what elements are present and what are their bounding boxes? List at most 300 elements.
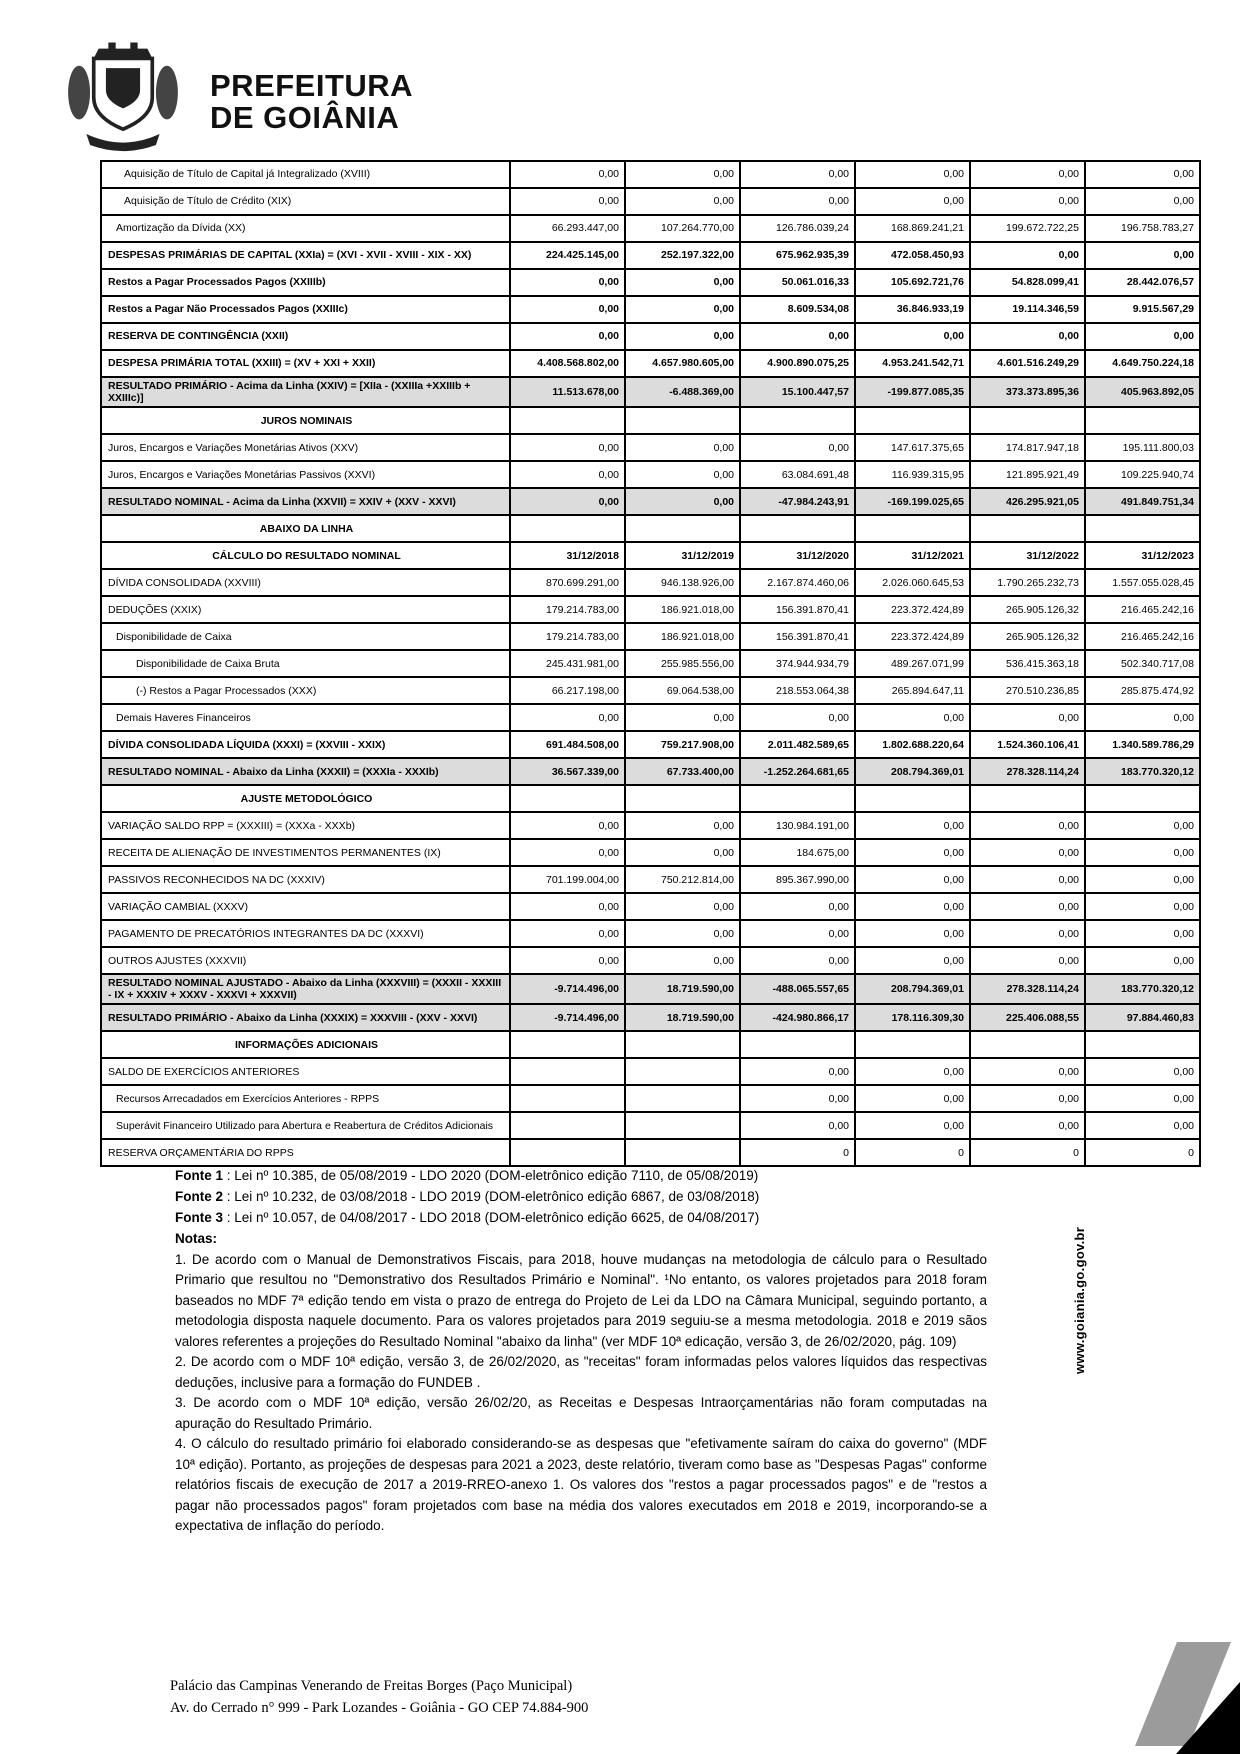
row-value: 278.328.114,24 xyxy=(970,758,1085,785)
row-value: 11.513.678,00 xyxy=(510,377,625,407)
row-value: 184.675,00 xyxy=(740,839,855,866)
row-value: 0,00 xyxy=(855,893,970,920)
row-label: PASSIVOS RECONHECIDOS NA DC (XXXIV) xyxy=(101,866,510,893)
row-label: CÁLCULO DO RESULTADO NOMINAL xyxy=(101,542,510,569)
row-value: -9.714.496,00 xyxy=(510,974,625,1004)
row-value xyxy=(970,1031,1085,1058)
row-value xyxy=(855,785,970,812)
row-label: (-) Restos a Pagar Processados (XXX) xyxy=(101,677,510,704)
row-label: AJUSTE METODOLÓGICO xyxy=(101,785,510,812)
row-label: RESULTADO PRIMÁRIO - Acima da Linha (XXIV) = [XIIa - (XXIIIa +XXIIIb + XXIIIc)] xyxy=(101,377,510,407)
table-row xyxy=(101,350,1200,377)
row-value: 0,00 xyxy=(970,947,1085,974)
row-value: 196.758.783,27 xyxy=(1085,215,1200,242)
row-value: 750.212.814,00 xyxy=(625,866,740,893)
row-value: 54.828.099,41 xyxy=(970,269,1085,296)
row-value: 1.340.589.786,29 xyxy=(1085,731,1200,758)
row-value xyxy=(970,785,1085,812)
row-value: 0,00 xyxy=(1085,1058,1200,1085)
row-value: 489.267.071,99 xyxy=(855,650,970,677)
row-label: Juros, Encargos e Variações Monetárias Ativos (XXV) xyxy=(101,434,510,461)
row-value: 759.217.908,00 xyxy=(625,731,740,758)
row-value: -6.488.369,00 xyxy=(625,377,740,407)
row-value: 265.905.126,32 xyxy=(970,623,1085,650)
row-value: 252.197.322,00 xyxy=(625,242,740,269)
row-value: -199.877.085,35 xyxy=(855,377,970,407)
row-value: 0,00 xyxy=(855,323,970,350)
row-value: 36.567.339,00 xyxy=(510,758,625,785)
row-value: 0,00 xyxy=(625,488,740,515)
row-value: 0,00 xyxy=(625,920,740,947)
row-value: 0,00 xyxy=(1085,866,1200,893)
row-label: PAGAMENTO DE PRECATÓRIOS INTEGRANTES DA DC (XXXVI) xyxy=(101,920,510,947)
row-value: 255.985.556,00 xyxy=(625,650,740,677)
row-value: 4.408.568.802,00 xyxy=(510,350,625,377)
row-label: Recursos Arrecadados em Exercícios Anteriores - RPPS xyxy=(101,1085,510,1112)
row-value: 8.609.534,08 xyxy=(740,296,855,323)
row-value: 130.984.191,00 xyxy=(740,812,855,839)
org-name-line1: PREFEITURA xyxy=(210,67,414,103)
row-value: 0,00 xyxy=(970,323,1085,350)
row-value: 0,00 xyxy=(740,434,855,461)
row-label: Aquisição de Título de Capital já Integralizado (XVIII) xyxy=(101,161,510,188)
row-value: 31/12/2019 xyxy=(625,542,740,569)
row-value: 0,00 xyxy=(740,704,855,731)
table-row xyxy=(101,215,1200,242)
row-value: 870.699.291,00 xyxy=(510,569,625,596)
row-value: 0,00 xyxy=(970,161,1085,188)
row-value: 895.367.990,00 xyxy=(740,866,855,893)
row-label: DÍVIDA CONSOLIDADA LÍQUIDA (XXXI) = (XXVIII - XXIX) xyxy=(101,731,510,758)
row-value: 0,00 xyxy=(625,161,740,188)
row-value: 18.719.590,00 xyxy=(625,1004,740,1031)
row-value: 195.111.800,03 xyxy=(1085,434,1200,461)
table-row xyxy=(101,677,1200,704)
row-value: 0,00 xyxy=(740,893,855,920)
row-value xyxy=(855,515,970,542)
row-value: 0,00 xyxy=(740,1112,855,1139)
table-row xyxy=(101,596,1200,623)
row-value: 0,00 xyxy=(1085,242,1200,269)
row-value: 374.944.934,79 xyxy=(740,650,855,677)
row-value xyxy=(625,407,740,434)
row-value xyxy=(1085,785,1200,812)
table-row xyxy=(101,407,1200,434)
row-value: 0,00 xyxy=(1085,893,1200,920)
row-value: 265.905.126,32 xyxy=(970,596,1085,623)
row-value: -47.984.243,91 xyxy=(740,488,855,515)
row-value xyxy=(625,1085,740,1112)
row-value xyxy=(1085,515,1200,542)
row-value xyxy=(625,1139,740,1166)
row-value: 0,00 xyxy=(970,866,1085,893)
row-value: 245.431.981,00 xyxy=(510,650,625,677)
row-value: 0,00 xyxy=(1085,920,1200,947)
row-value: 265.894.647,11 xyxy=(855,677,970,704)
fiscal-table-body xyxy=(101,161,1200,1166)
row-value: 0,00 xyxy=(510,323,625,350)
row-value xyxy=(740,515,855,542)
row-label: VARIAÇÃO SALDO RPP = (XXXIII) = (XXXa - XXXb) xyxy=(101,812,510,839)
row-label: RESULTADO NOMINAL - Acima da Linha (XXVII) = XXIV + (XXV - XXVI) xyxy=(101,488,510,515)
table-row xyxy=(101,569,1200,596)
row-value: 15.100.447,57 xyxy=(740,377,855,407)
row-value: 0,00 xyxy=(625,812,740,839)
website-vertical-text: www.goiania.go.gov.br xyxy=(1072,1226,1087,1374)
row-value xyxy=(625,515,740,542)
row-value: 208.794.369,01 xyxy=(855,758,970,785)
row-value: 0,00 xyxy=(625,188,740,215)
document-header xyxy=(62,34,413,156)
row-label: RESERVA ORÇAMENTÁRIA DO RPPS xyxy=(101,1139,510,1166)
row-value: 1.790.265.232,73 xyxy=(970,569,1085,596)
row-value: 4.657.980.605,00 xyxy=(625,350,740,377)
row-value: 0,00 xyxy=(510,188,625,215)
sources-list xyxy=(175,1166,987,1229)
row-value: 36.846.933,19 xyxy=(855,296,970,323)
row-value: 0,00 xyxy=(740,1058,855,1085)
table-row xyxy=(101,623,1200,650)
row-value: -169.199.025,65 xyxy=(855,488,970,515)
row-label: Aquisição de Título de Crédito (XIX) xyxy=(101,188,510,215)
table-row xyxy=(101,1058,1200,1085)
row-value: 405.963.892,05 xyxy=(1085,377,1200,407)
row-value xyxy=(740,1031,855,1058)
row-value: 19.114.346,59 xyxy=(970,296,1085,323)
org-name xyxy=(210,67,414,135)
row-value: 199.672.722,25 xyxy=(970,215,1085,242)
row-value: 0,00 xyxy=(855,947,970,974)
row-label: Disponibilidade de Caixa xyxy=(101,623,510,650)
row-value xyxy=(625,1058,740,1085)
row-label: Juros, Encargos e Variações Monetárias Passivos (XXVI) xyxy=(101,461,510,488)
note-paragraph: 3. De acordo com o MDF 10ª edição, versão 26/02/20, as Receitas e Despesas Intraorçamentárias não foram computadas na apuração do Resultado Primário. xyxy=(175,1395,987,1431)
row-value: 0,00 xyxy=(855,161,970,188)
row-value: 208.794.369,01 xyxy=(855,974,970,1004)
row-value xyxy=(1085,1031,1200,1058)
row-label: Amortização da Dívida (XX) xyxy=(101,215,510,242)
row-value: 2.026.060.645,53 xyxy=(855,569,970,596)
row-value: -9.714.496,00 xyxy=(510,1004,625,1031)
row-value: 270.510.236,85 xyxy=(970,677,1085,704)
row-value: 67.733.400,00 xyxy=(625,758,740,785)
row-value: 4.953.241.542,71 xyxy=(855,350,970,377)
row-value xyxy=(970,515,1085,542)
table-row xyxy=(101,1085,1200,1112)
row-value: 0,00 xyxy=(1085,161,1200,188)
row-value: 472.058.450,93 xyxy=(855,242,970,269)
row-value: 31/12/2022 xyxy=(970,542,1085,569)
row-value xyxy=(970,407,1085,434)
row-value: 156.391.870,41 xyxy=(740,596,855,623)
notes-title: Notas: xyxy=(175,1230,218,1246)
table-row xyxy=(101,488,1200,515)
address-footer xyxy=(170,1676,588,1720)
row-label: RESULTADO NOMINAL AJUSTADO - Abaixo da Linha (XXXVIII) = (XXXII - XXXIII - IX + XXXIV + XXXV - XXXVI + XXXVII) xyxy=(101,974,510,1004)
table-row xyxy=(101,731,1200,758)
row-value: 0,00 xyxy=(510,161,625,188)
footer-notes-block xyxy=(175,1166,987,1537)
note-paragraph: 2. De acordo com o MDF 10ª edição, versão 3, de 26/02/2020, as "receitas" foram informadas pelos valores líquidos das respectivas deduções, inclusive para a formação do FUNDEB . xyxy=(175,1354,987,1390)
address-line1: Palácio das Campinas Venerando de Freitas Borges (Paço Municipal) xyxy=(170,1678,573,1694)
row-value: 168.869.241,21 xyxy=(855,215,970,242)
row-label: OUTROS AJUSTES (XXXVII) xyxy=(101,947,510,974)
row-value: 179.214.783,00 xyxy=(510,623,625,650)
row-value: 278.328.114,24 xyxy=(970,974,1085,1004)
row-value: 0,00 xyxy=(970,1058,1085,1085)
row-value: 218.553.064,38 xyxy=(740,677,855,704)
row-value: 0,00 xyxy=(625,461,740,488)
row-value xyxy=(510,1058,625,1085)
row-value: 178.116.309,30 xyxy=(855,1004,970,1031)
row-value: 63.084.691,48 xyxy=(740,461,855,488)
row-value: 4.900.890.075,25 xyxy=(740,350,855,377)
table-row xyxy=(101,434,1200,461)
row-value: 0,00 xyxy=(625,269,740,296)
row-value: 31/12/2020 xyxy=(740,542,855,569)
table-row xyxy=(101,704,1200,731)
row-value: 183.770.320,12 xyxy=(1085,758,1200,785)
row-value: 701.199.004,00 xyxy=(510,866,625,893)
table-row xyxy=(101,947,1200,974)
row-value: 147.617.375,65 xyxy=(855,434,970,461)
row-value: 0,00 xyxy=(855,1058,970,1085)
note-paragraph: 4. O cálculo do resultado primário foi elaborado considerando-se as despesas que "efetivamente saíram do caixa do governo" (MDF 10ª edição). Portanto, as projeções de despesas para 2021 a 2023, deste relatório, tiveram como base as "Despesas Pagas" conforme relatórios fiscais de execução de 2017 a 2019-RREO-anexo 1. Os valores dos "restos a pagar processados pagos" e de "restos a pagar não processados pagos" foram projetados com base na média dos valores executados em 2018 e 2019, incorporando-se a expectativa de inflação do período. xyxy=(175,1436,987,1534)
row-value: 156.391.870,41 xyxy=(740,623,855,650)
row-value: 0,00 xyxy=(1085,323,1200,350)
row-value: 31/12/2023 xyxy=(1085,542,1200,569)
row-value: 0,00 xyxy=(510,812,625,839)
row-value: 0,00 xyxy=(510,434,625,461)
row-value: 4.649.750.224,18 xyxy=(1085,350,1200,377)
row-value: 0,00 xyxy=(855,704,970,731)
row-value: 224.425.145,00 xyxy=(510,242,625,269)
row-label: SALDO DE EXERCÍCIOS ANTERIORES xyxy=(101,1058,510,1085)
row-value: 0,00 xyxy=(1085,704,1200,731)
row-value: 126.786.039,24 xyxy=(740,215,855,242)
row-label: RESULTADO PRIMÁRIO - Abaixo da Linha (XXXIX) = XXXVIII - (XXV - XXVI) xyxy=(101,1004,510,1031)
row-label: RESULTADO NOMINAL - Abaixo da Linha (XXXII) = (XXXIa - XXXIb) xyxy=(101,758,510,785)
row-value: 0,00 xyxy=(625,296,740,323)
source-line: Fonte 2 : Lei nº 10.232, de 03/08/2018 - LDO 2019 (DOM-eletrônico edição 6867, de 03/08/2018) xyxy=(175,1188,760,1204)
row-value: 0,00 xyxy=(970,188,1085,215)
row-value: 0,00 xyxy=(510,488,625,515)
row-value: 2.167.874.460,06 xyxy=(740,569,855,596)
table-row xyxy=(101,323,1200,350)
row-value: 50.061.016,33 xyxy=(740,269,855,296)
address-line2: Av. do Cerrado n° 999 - Park Lozandes - Goiânia - GO CEP 74.884-900 xyxy=(170,1699,589,1716)
table-row xyxy=(101,515,1200,542)
row-value: 4.601.516.249,29 xyxy=(970,350,1085,377)
row-value: 0 xyxy=(855,1139,970,1166)
row-value: 1.524.360.106,41 xyxy=(970,731,1085,758)
row-value: 31/12/2021 xyxy=(855,542,970,569)
row-label: Superávit Financeiro Utilizado para Abertura e Reabertura de Créditos Adicionais xyxy=(101,1112,510,1139)
row-value: -1.252.264.681,65 xyxy=(740,758,855,785)
row-value: 0,00 xyxy=(855,812,970,839)
table-row xyxy=(101,893,1200,920)
table-row xyxy=(101,974,1200,1004)
row-value: 0,00 xyxy=(970,812,1085,839)
row-value: 0,00 xyxy=(740,323,855,350)
row-label: VARIAÇÃO CAMBIAL (XXXV) xyxy=(101,893,510,920)
row-value: 0,00 xyxy=(510,947,625,974)
row-value: 426.295.921,05 xyxy=(970,488,1085,515)
row-value: 28.442.076,57 xyxy=(1085,269,1200,296)
row-value xyxy=(510,785,625,812)
row-value: 0,00 xyxy=(625,323,740,350)
row-value xyxy=(855,407,970,434)
row-value: 0,00 xyxy=(510,920,625,947)
row-label: DESPESA PRIMÁRIA TOTAL (XXIII) = (XV + XXI + XXII) xyxy=(101,350,510,377)
row-value: 31/12/2018 xyxy=(510,542,625,569)
row-value: 18.719.590,00 xyxy=(625,974,740,1004)
row-value: 0,00 xyxy=(1085,839,1200,866)
row-value: 0,00 xyxy=(1085,947,1200,974)
row-value: 0,00 xyxy=(510,269,625,296)
row-value: 0,00 xyxy=(510,839,625,866)
row-value: 0,00 xyxy=(510,461,625,488)
row-value: -424.980.866,17 xyxy=(740,1004,855,1031)
row-value: 0,00 xyxy=(625,434,740,461)
row-value xyxy=(625,785,740,812)
row-value: 0 xyxy=(1085,1139,1200,1166)
row-value xyxy=(510,1085,625,1112)
table-row xyxy=(101,1112,1200,1139)
row-label: JUROS NOMINAIS xyxy=(101,407,510,434)
table-row xyxy=(101,161,1200,188)
table-row xyxy=(101,296,1200,323)
table-row xyxy=(101,758,1200,785)
source-line: Fonte 1 : Lei nº 10.385, de 05/08/2019 - LDO 2020 (DOM-eletrônico edição 7110, de 05/08/2019) xyxy=(175,1168,759,1183)
row-value: 179.214.783,00 xyxy=(510,596,625,623)
goiania-coat-of-arms-icon xyxy=(62,34,184,156)
row-value: 223.372.424,89 xyxy=(855,596,970,623)
row-value: 225.406.088,55 xyxy=(970,1004,1085,1031)
row-value: 536.415.363,18 xyxy=(970,650,1085,677)
row-value: 174.817.947,18 xyxy=(970,434,1085,461)
row-value: 69.064.538,00 xyxy=(625,677,740,704)
row-value xyxy=(510,1139,625,1166)
row-value: 0,00 xyxy=(1085,1112,1200,1139)
row-value: 0,00 xyxy=(625,839,740,866)
table-row xyxy=(101,1139,1200,1166)
row-value: 0,00 xyxy=(740,947,855,974)
row-value: 0,00 xyxy=(855,866,970,893)
source-line: Fonte 3 : Lei nº 10.057, de 04/08/2017 - LDO 2018 (DOM-eletrônico edição 6625, de 04/08/2017) xyxy=(175,1209,760,1225)
row-value: 0,00 xyxy=(510,296,625,323)
table-row xyxy=(101,188,1200,215)
row-value: 186.921.018,00 xyxy=(625,596,740,623)
row-value: 946.138.926,00 xyxy=(625,569,740,596)
row-label: Disponibilidade de Caixa Bruta xyxy=(101,650,510,677)
table-row xyxy=(101,461,1200,488)
row-value: 0,00 xyxy=(855,920,970,947)
row-label: DESPESAS PRIMÁRIAS DE CAPITAL (XXIa) = (XVI - XVII - XVIII - XIX - XX) xyxy=(101,242,510,269)
row-value: 0,00 xyxy=(625,704,740,731)
row-value: 0,00 xyxy=(970,242,1085,269)
row-value: 0,00 xyxy=(1085,1085,1200,1112)
table-row xyxy=(101,269,1200,296)
row-value: 97.884.460,83 xyxy=(1085,1004,1200,1031)
row-label: Restos a Pagar Não Processados Pagos (XXIIIc) xyxy=(101,296,510,323)
row-value: 0,00 xyxy=(970,1112,1085,1139)
row-value: 66.293.447,00 xyxy=(510,215,625,242)
row-label: RESERVA DE CONTINGÊNCIA (XXII) xyxy=(101,323,510,350)
row-label: Restos a Pagar Processados Pagos (XXIIIb) xyxy=(101,269,510,296)
row-value: 491.849.751,34 xyxy=(1085,488,1200,515)
table-row xyxy=(101,542,1200,569)
row-value: 0,00 xyxy=(740,161,855,188)
row-value: 0,00 xyxy=(970,839,1085,866)
row-label: RECEITA DE ALIENAÇÃO DE INVESTIMENTOS PERMANENTES (IX) xyxy=(101,839,510,866)
row-value: 0 xyxy=(970,1139,1085,1166)
table-row xyxy=(101,839,1200,866)
fiscal-results-table xyxy=(100,160,1201,1167)
row-value: 373.373.895,36 xyxy=(970,377,1085,407)
row-value: 691.484.508,00 xyxy=(510,731,625,758)
row-value xyxy=(510,515,625,542)
row-value xyxy=(740,407,855,434)
row-value: 0,00 xyxy=(740,920,855,947)
table-row xyxy=(101,242,1200,269)
row-value: 502.340.717,08 xyxy=(1085,650,1200,677)
notes-list xyxy=(175,1250,987,1537)
row-value: 109.225.940,74 xyxy=(1085,461,1200,488)
row-value: 0,00 xyxy=(510,704,625,731)
row-value: 1.802.688.220,64 xyxy=(855,731,970,758)
row-value: 1.557.055.028,45 xyxy=(1085,569,1200,596)
org-name-line2: DE GOIÂNIA xyxy=(210,100,400,135)
row-value: 105.692.721,76 xyxy=(855,269,970,296)
row-value: 0,00 xyxy=(625,947,740,974)
row-value: 0,00 xyxy=(1085,812,1200,839)
table-row xyxy=(101,377,1200,407)
table-row xyxy=(101,1031,1200,1058)
row-value: 0,00 xyxy=(510,893,625,920)
row-label: DÍVIDA CONSOLIDADA (XXVIII) xyxy=(101,569,510,596)
table-row xyxy=(101,650,1200,677)
row-value: 0,00 xyxy=(855,188,970,215)
note-paragraph: 1. De acordo com o Manual de Demonstrativos Fiscais, para 2018, houve mudanças na metodologia de cálculo para o Resultado Primario que resultou no "Demonstrativo dos Resultados Primário e Nominal". ¹No entanto, os valores projetados para 2018 foram baseados no MDF 7ª edição tendo em vista o prazo de entrega do Projeto de Lei da LDO na Câmara Municipal, seguindo portanto, a metodologia disposta naquele documento. Para os valores projetados para 2019 seguiu-se a mesma metodologia. 2018 e 2019 sãos valores referentes a projeções do Resultado Nominal "abaixo da linha" (ver MDF 10ª edicação, versão 3, de 26/02/2020, pág. 109) xyxy=(175,1251,987,1349)
table-row xyxy=(101,1004,1200,1031)
row-value: 0,00 xyxy=(1085,188,1200,215)
row-label: DEDUÇÕES (XXIX) xyxy=(101,596,510,623)
row-value: 223.372.424,89 xyxy=(855,623,970,650)
row-value xyxy=(855,1031,970,1058)
table-row xyxy=(101,785,1200,812)
row-value xyxy=(510,1112,625,1139)
row-value xyxy=(625,1031,740,1058)
row-value: 116.939.315,95 xyxy=(855,461,970,488)
row-value: 0,00 xyxy=(625,893,740,920)
row-value: 2.011.482.589,65 xyxy=(740,731,855,758)
row-value xyxy=(1085,407,1200,434)
row-value: 0,00 xyxy=(740,1085,855,1112)
row-value: 66.217.198,00 xyxy=(510,677,625,704)
row-value: 0,00 xyxy=(740,188,855,215)
row-value: 121.895.921,49 xyxy=(970,461,1085,488)
table-row xyxy=(101,812,1200,839)
row-value: 285.875.474,92 xyxy=(1085,677,1200,704)
row-value: 216.465.242,16 xyxy=(1085,623,1200,650)
row-label: INFORMAÇÕES ADICIONAIS xyxy=(101,1031,510,1058)
row-value: 0,00 xyxy=(970,1085,1085,1112)
row-value: 186.921.018,00 xyxy=(625,623,740,650)
table-row xyxy=(101,920,1200,947)
row-value: -488.065.557,65 xyxy=(740,974,855,1004)
row-value: 0,00 xyxy=(970,704,1085,731)
